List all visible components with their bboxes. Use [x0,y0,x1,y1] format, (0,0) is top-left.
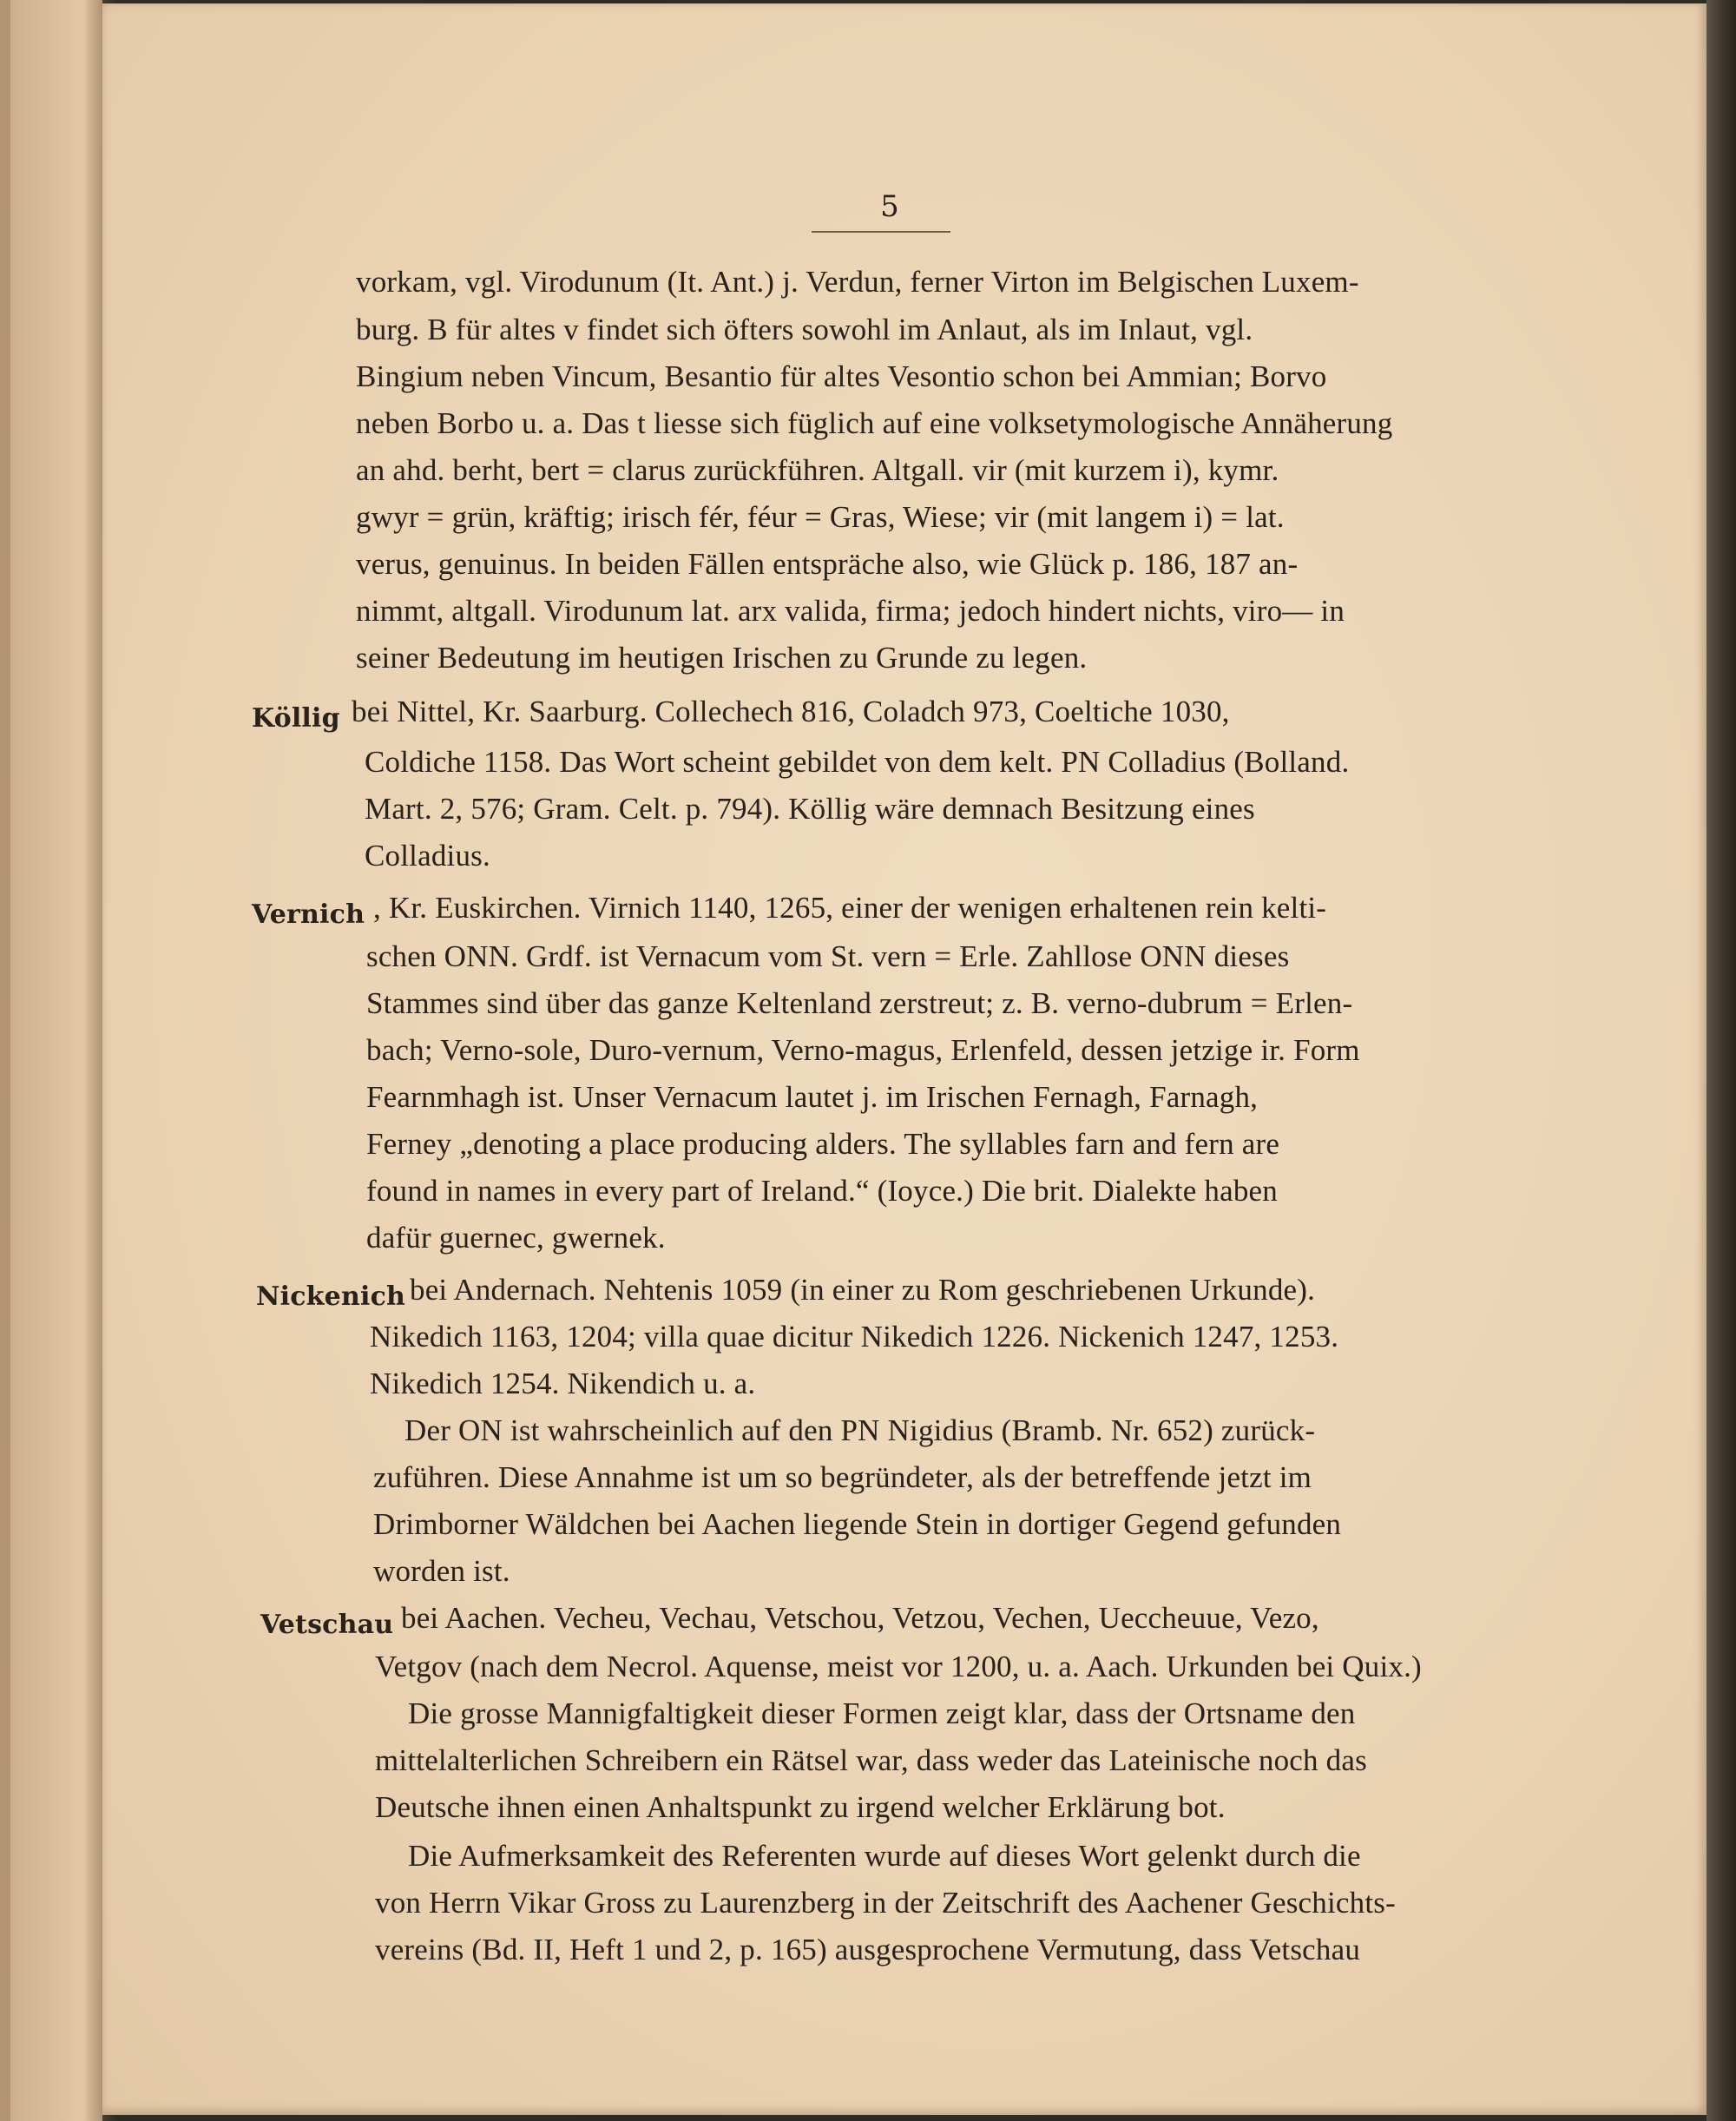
text-line: nimmt, altgall. Virodunum lat. arx valida, firma; jedoch hindert nichts, viro— in [356,594,1345,628]
text-line: Die grosse Mannigfaltigkeit dieser Formen zeigt klar, dass der Ortsname den [408,1696,1356,1730]
text-line: vorkam, vgl. Virodunum (It. Ant.) j. Verdun, ferner Virton im Belgischen Luxem- [356,265,1359,299]
text-line: Ferney „denoting a place producing alders. The syllables farn and fern are [366,1127,1280,1161]
text-line: neben Borbo u. a. Das t liesse sich füglich auf eine volksetymologische Annäherung [356,406,1393,440]
text-line: an ahd. berht, bert = clarus zurückführen. Altgall. vir (mit kurzem i), kymr. [356,453,1279,487]
text-line: Drimborner Wäldchen bei Aachen liegende Stein in dortiger Gegend gefunden [373,1507,1342,1541]
text-line: Deutsche ihnen einen Anhaltspunkt zu irgend welcher Erklärung bot. [375,1790,1226,1824]
text-line: vereins (Bd. II, Heft 1 und 2, p. 165) ausgesprochene Vermutung, dass Vetschau [375,1933,1361,1966]
text-line: Der ON ist wahrscheinlich auf den PN Nigidius (Bramb. Nr. 652) zurück- [404,1413,1316,1447]
headword-vernich: Vernich [252,899,365,930]
text-line: seiner Bedeutung im heutigen Irischen zu Grunde zu legen. [356,641,1088,675]
text-line: von Herrn Vikar Gross zu Laurenzberg in der Zeitschrift des Aachener Geschichts- [375,1886,1396,1920]
text-line: found in names in every part of Ireland.“ (Ioyce.) Die brit. Dialekte haben [366,1174,1278,1208]
text-line: Coldiche 1158. Das Wort scheint gebildet von dem kelt. PN Colladius (Bolland. [365,745,1350,779]
text-line: burg. B für altes v findet sich öfters sowohl im Anlaut, als im Inlaut, vgl. [356,313,1253,346]
text-line: bei Aachen. Vecheu, Vechau, Vetschou, Vetzou, Vechen, Ueccheuue, Vezo, [401,1601,1319,1635]
headword-koellig: Köllig [252,703,340,734]
text-line: Nikedich 1254. Nikendich u. a. [370,1367,756,1400]
text-line: Fearnmhagh ist. Unser Vernacum lautet j. im Irischen Fernagh, Farnagh, [366,1080,1259,1114]
text-line: Stammes sind über das ganze Keltenland zerstreut; z. B. verno-dubrum = Erlen- [366,986,1353,1020]
page-number: 5 [880,189,899,224]
text-line: bei Andernach. Nehtenis 1059 (in einer zu Rom geschriebenen Urkunde). [410,1273,1316,1307]
text-line: , Kr. Euskirchen. Virnich 1140, 1265, einer der wenigen erhaltenen rein kelti- [373,891,1327,925]
text-line: mittelalterlichen Schreibern ein Rätsel war, dass weder das Lateinische noch das [375,1743,1367,1777]
text-line: gwyr = grün, kräftig; irisch fér, féur = Gras, Wiese; vir (mit langem i) = lat. [356,500,1285,534]
text-line: verus, genuinus. In beiden Fällen entspräche also, wie Glück p. 186, 187 an- [356,547,1299,581]
text-line: Colladius. [365,839,490,873]
text-line: Vetgov (nach dem Necrol. Aquense, meist vor 1200, u. a. Aach. Urkunden bei Quix.) [375,1650,1422,1683]
text-line: Nikedich 1163, 1204; villa quae dicitur Nikedich 1226. Nickenich 1247, 1253. [370,1320,1339,1354]
text-line: Bingium neben Vincum, Besantio für altes Vesontio schon bei Ammian; Borvo [356,359,1327,393]
text-line: Die Aufmerksamkeit des Referenten wurde auf dieses Wort gelenkt durch die [408,1839,1361,1873]
text-line: bei Nittel, Kr. Saarburg. Collechech 816, Coladch 973, Coeltiche 1030, [352,695,1230,728]
text-line: zuführen. Diese Annahme ist um so begründeter, als der betreffende jetzt im [373,1460,1312,1494]
headword-vetschau: Vetschau [260,1610,394,1640]
text-line: Mart. 2, 576; Gram. Celt. p. 794). Köllig wäre demnach Besitzung eines [365,792,1255,826]
text-line: worden ist. [373,1554,510,1588]
text-line: schen ONN. Grdf. ist Vernacum vom St. vern = Erle. Zahllose ONN dieses [366,939,1290,973]
text-line: bach; Verno-sole, Duro-vernum, Verno-magus, Erlenfeld, dessen jetzige ir. Form [366,1033,1360,1067]
text-line: dafür guernec, gwernek. [366,1221,666,1255]
headword-nickenich: Nickenich [256,1281,406,1312]
